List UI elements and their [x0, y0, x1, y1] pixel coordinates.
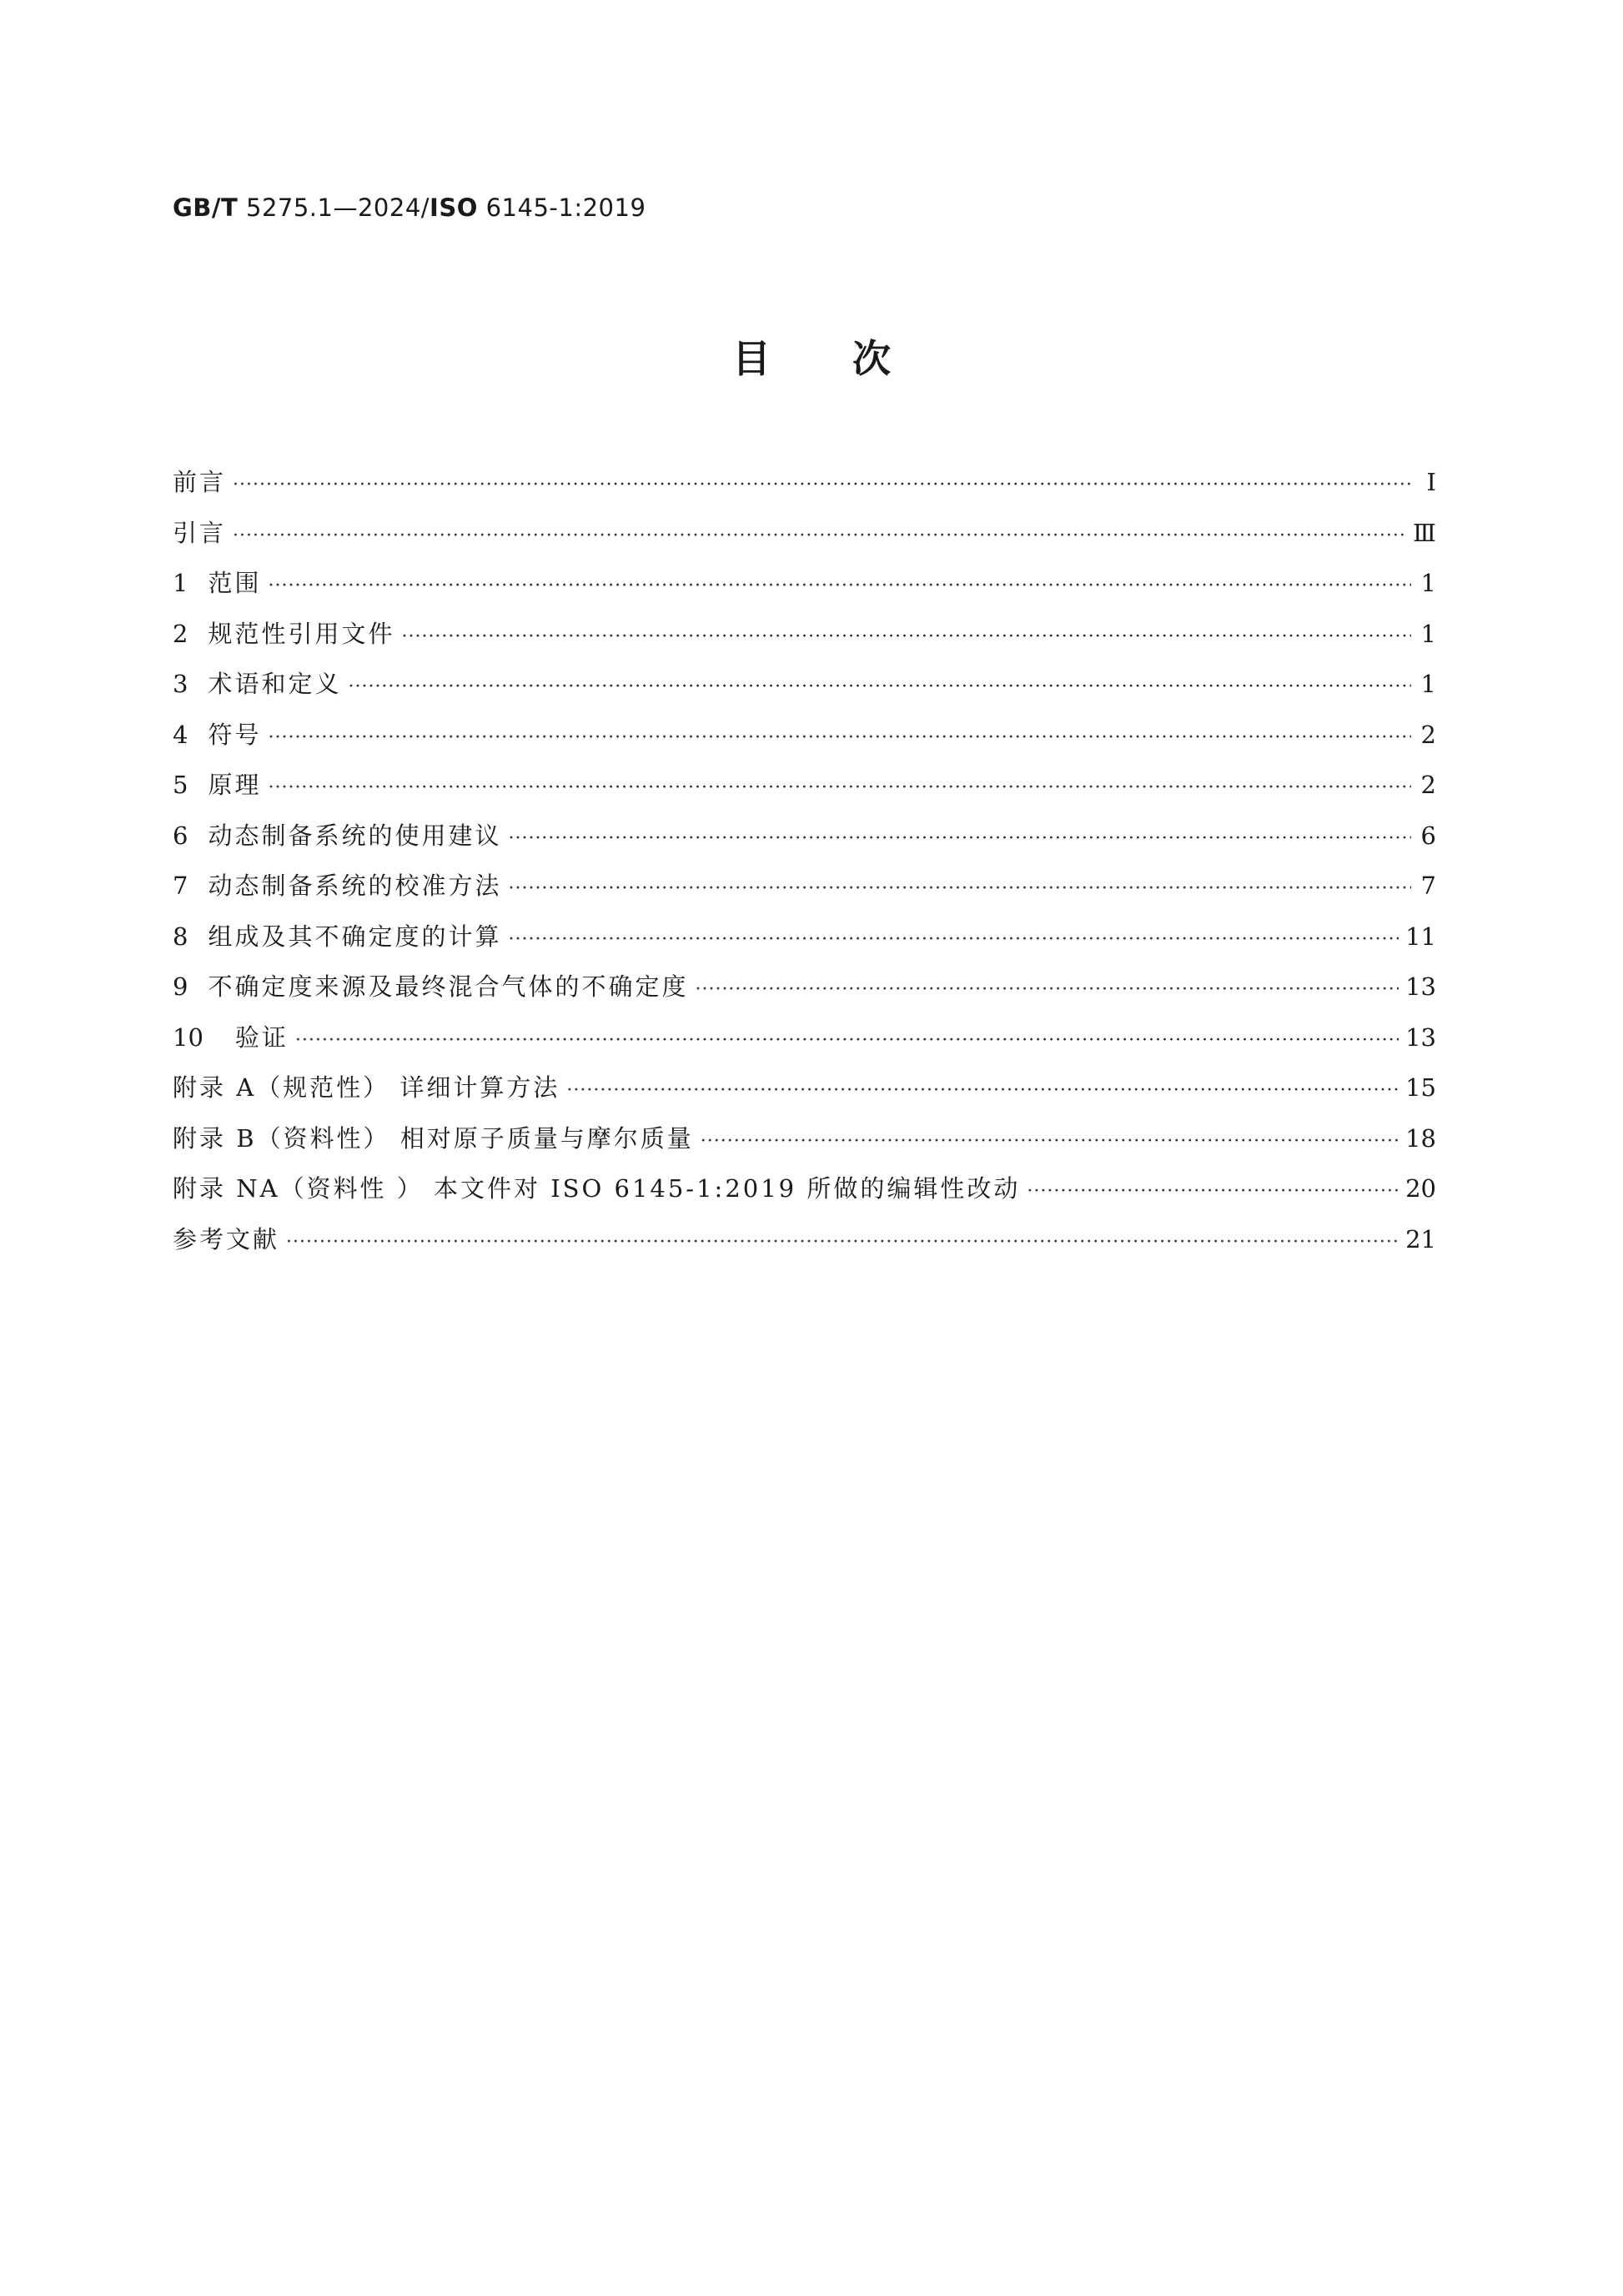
toc-leader-dots	[268, 570, 1411, 603]
toc-entry-label: 附录 NA（资料性 ） 本文件对 ISO 6145-1:2019 所做的编辑性改动	[173, 1174, 1021, 1203]
toc-entry-page: Ⅲ	[1413, 518, 1436, 547]
toc-entry-page: 13	[1405, 972, 1436, 1001]
toc-entry-label: 动态制备系统的使用建议	[208, 821, 502, 850]
toc-entry-label: 附录 B（资料性） 相对原子质量与摩尔质量	[173, 1123, 694, 1153]
toc-entry[interactable]	[173, 920, 1436, 971]
toc-entry-page: 7	[1420, 872, 1436, 900]
toc-entry-page: 2	[1420, 771, 1436, 799]
toc-entry-number: 3	[173, 670, 188, 698]
toc-leader-dots	[508, 923, 1399, 957]
toc-entry-label: 原理	[208, 771, 262, 799]
toc-leader-dots	[348, 671, 1411, 704]
toc-leader-dots	[701, 1125, 1399, 1158]
toc-entry-page: 21	[1405, 1224, 1436, 1254]
toc-entry-number: 7	[173, 872, 188, 900]
toc-entry-label: 引言	[173, 518, 227, 547]
toc-entry[interactable]	[173, 465, 1436, 516]
toc-entry-label: 不确定度来源及最终混合气体的不确定度	[208, 972, 689, 1001]
toc-entry-number: 1	[173, 569, 188, 597]
toc-entry-page: 18	[1405, 1123, 1436, 1153]
toc-entry-page: 1	[1420, 619, 1436, 648]
toc-entry[interactable]	[173, 970, 1436, 1021]
toc-leader-dots	[508, 872, 1411, 906]
toc-leader-dots	[508, 822, 1411, 856]
iso-number: 6145-1:2019	[477, 193, 646, 222]
table-of-contents	[173, 465, 1436, 1273]
toc-entry-page: 11	[1405, 922, 1436, 951]
toc-leader-dots	[233, 520, 1406, 553]
toc-entry-label: 验证	[234, 1022, 289, 1052]
toc-entry[interactable]	[173, 718, 1436, 769]
toc-entry[interactable]	[173, 819, 1436, 870]
toc-entry[interactable]	[173, 1223, 1436, 1274]
toc-entry[interactable]	[173, 869, 1436, 920]
toc-entry-label: 范围	[208, 569, 262, 597]
toc-entry-page: 20	[1405, 1174, 1436, 1203]
toc-leader-dots	[295, 1024, 1399, 1058]
toc-entry-number: 8	[173, 922, 188, 951]
toc-leader-dots	[401, 620, 1411, 654]
toc-entry-number: 4	[173, 720, 188, 749]
toc-leader-dots	[566, 1074, 1399, 1108]
toc-entry[interactable]	[173, 667, 1436, 718]
toc-entry[interactable]	[173, 566, 1436, 617]
toc-entry-label: 符号	[208, 720, 262, 749]
toc-entry-label: 参考文献	[173, 1224, 280, 1254]
toc-entry-page: Ⅰ	[1426, 468, 1436, 496]
toc-entry[interactable]	[173, 1071, 1436, 1122]
toc-entry-label: 组成及其不确定度的计算	[208, 922, 502, 951]
toc-entry-page: 1	[1420, 670, 1436, 698]
standard-code: GB/T	[173, 193, 239, 222]
toc-leader-dots	[268, 721, 1411, 755]
toc-title: 目次	[732, 336, 972, 381]
toc-entry-number: 5	[173, 771, 188, 799]
toc-leader-dots	[695, 973, 1399, 1007]
toc-entry-label: 术语和定义	[208, 670, 342, 698]
toc-entry-number: 6	[173, 821, 188, 850]
toc-entry[interactable]	[173, 1172, 1436, 1223]
toc-entry-page: 6	[1420, 821, 1436, 850]
toc-leader-dots	[233, 469, 1411, 502]
toc-entry-label: 规范性引用文件	[208, 619, 395, 648]
toc-entry[interactable]	[173, 617, 1436, 668]
toc-entry-page: 13	[1405, 1022, 1436, 1052]
toc-entry-label: 附录 A（规范性） 详细计算方法	[173, 1073, 560, 1102]
toc-entry-page: 2	[1420, 720, 1436, 749]
toc-entry-page: 1	[1420, 569, 1436, 597]
toc-entry-label: 前言	[173, 468, 227, 496]
toc-entry-label: 动态制备系统的校准方法	[208, 872, 502, 900]
iso-prefix: ISO	[430, 193, 478, 222]
toc-entry[interactable]	[173, 768, 1436, 819]
toc-leader-dots	[1027, 1175, 1399, 1208]
toc-entry-number: 9	[173, 972, 188, 1001]
toc-leader-dots	[268, 771, 1411, 805]
toc-entry[interactable]	[173, 1021, 1436, 1072]
toc-entry-page: 15	[1405, 1073, 1436, 1102]
toc-entry[interactable]	[173, 1122, 1436, 1173]
toc-entry-number: 10	[173, 1022, 204, 1052]
toc-leader-dots	[286, 1226, 1399, 1259]
toc-entry-number: 2	[173, 619, 188, 648]
toc-entry[interactable]	[173, 516, 1436, 567]
standard-number: 5275.1—2024/	[238, 193, 430, 222]
document-header	[173, 193, 646, 222]
